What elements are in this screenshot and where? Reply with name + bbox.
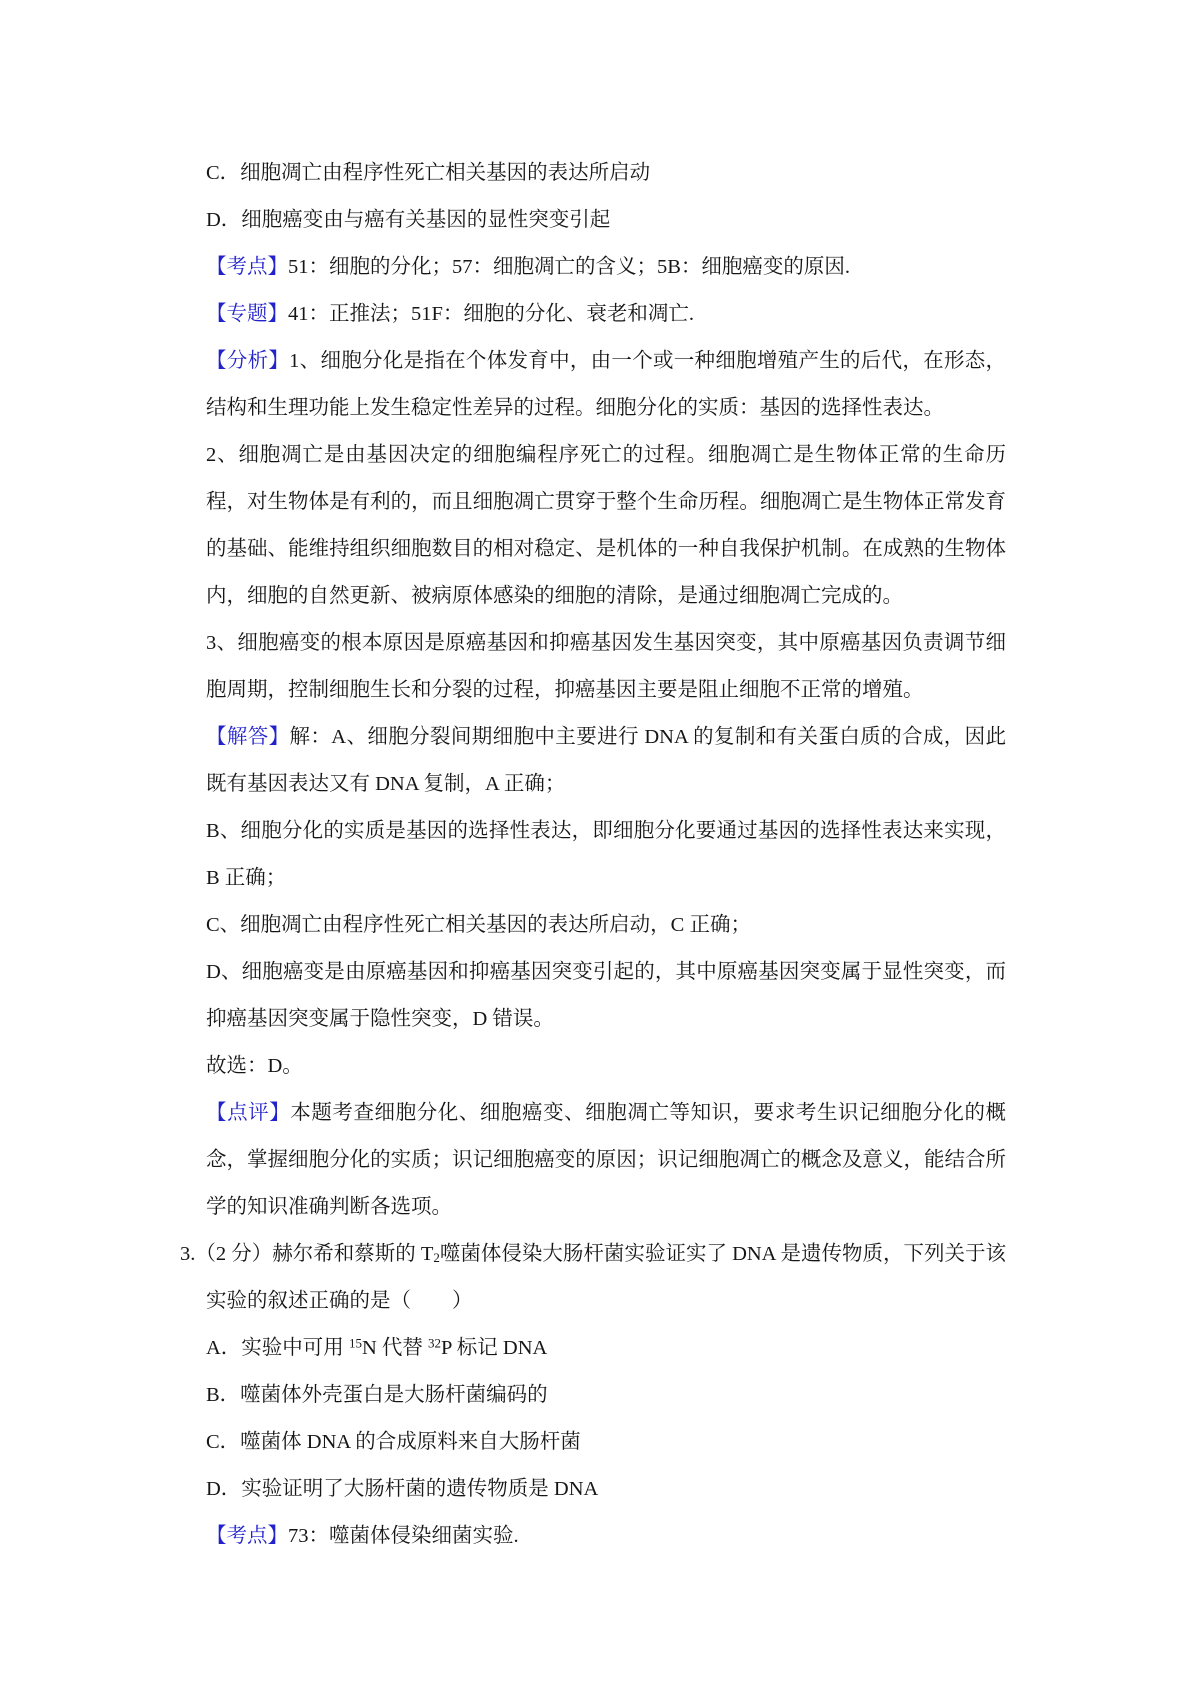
text-run: 1、细胞分化是指在个体发育中，由一个或一种细胞增殖产生的后代，在形态，结构和生理功能上发生稳定性差异的过程。细胞分化的实质：基因的选择性表达。 [206, 350, 1007, 419]
text-run: D．细胞癌变由与癌有关基因的显性突变引起 [206, 209, 611, 231]
text-run: 2、细胞凋亡是由基因决定的细胞编程序死亡的过程。细胞凋亡是生物体正常的生命历程，对生物体是有利的，而且细胞凋亡贯穿于整个生命历程。细胞凋亡是生物体正常发育的基础、能维持组织细胞数目的相对稳定、是机体的一种自我保护机制。在成熟的生物体内，细胞的自然更新、被病原体感染的细胞的清除，是通过细胞凋亡完成的。 [206, 444, 1006, 607]
text-run: P 标记 DNA [441, 1337, 548, 1359]
text-run: 解：A、细胞分裂间期细胞中主要进行 DNA 的复制和有关蛋白质的合成，因此既有基因表达又有 DNA 复制，A 正确； [206, 726, 1006, 795]
text-run: B、细胞分化的实质是基因的选择性表达，即细胞分化要通过基因的选择性表达来实现，B 正确； [206, 820, 1006, 889]
q2-zhuanti [206, 291, 1006, 338]
q2-option-c [206, 150, 1006, 197]
section-label-marker: 【解答】 [206, 726, 290, 748]
text-run: D、细胞癌变是由原癌基因和抑癌基因突变引起的，其中原癌基因突变属于显性突变，而抑癌基因突变属于隐性突变，D 错误。 [206, 961, 1006, 1030]
text-run: D．实验证明了大肠杆菌的遗传物质是 DNA [206, 1478, 599, 1500]
q2-jieda-b [206, 808, 1006, 902]
q3-kaodian [206, 1513, 1006, 1560]
q3-option-d [206, 1466, 1006, 1513]
text-run: B．噬菌体外壳蛋白是大肠杆菌编码的 [206, 1384, 548, 1406]
exam-answer-text [180, 150, 1007, 1560]
q2-jieda-d [206, 949, 1006, 1043]
q2-jieda [206, 714, 1006, 808]
text-run: A．实验中可用 [206, 1337, 349, 1359]
q2-fenxi-2 [206, 432, 1006, 620]
text-run: 3、细胞癌变的根本原因是原癌基因和抑癌基因发生基因突变，其中原癌基因负责调节细胞周期，控制细胞生长和分裂的过程，抑癌基因主要是阻止细胞不正常的增殖。 [206, 632, 1006, 701]
section-label-marker: 【点评】 [206, 1102, 291, 1124]
superscript-text: 32 [428, 1335, 441, 1351]
q2-jieda-c [206, 902, 1006, 949]
q3-option-c [206, 1419, 1006, 1466]
q2-fenxi-1 [206, 338, 1006, 432]
q3-option-b [206, 1372, 1006, 1419]
q2-option-d [206, 197, 1006, 244]
text-run: 73：噬菌体侵染细菌实验. [288, 1525, 519, 1547]
text-run: 41：正推法；51F：细胞的分化、衰老和凋亡. [288, 303, 695, 325]
text-run: 故选：D。 [206, 1055, 303, 1077]
text-run: N 代替 [361, 1337, 428, 1359]
section-label-marker: 【考点】 [206, 1525, 288, 1547]
q2-dianping [206, 1090, 1006, 1231]
section-label-marker: 【考点】 [206, 256, 288, 278]
text-run: 本题考查细胞分化、细胞癌变、细胞凋亡等知识，要求考生识记细胞分化的概念，掌握细胞分化的实质；识记细胞癌变的原因；识记细胞凋亡的概念及意义，能结合所学的知识准确判断各选项。 [206, 1102, 1007, 1218]
q3-option-a [206, 1325, 1006, 1372]
section-label-marker: 【专题】 [206, 303, 288, 325]
text-run: 3.（2 分）赫尔希和蔡斯的 T [180, 1243, 434, 1265]
text-run: 51：细胞的分化；57：细胞凋亡的含义；5B：细胞癌变的原因. [288, 256, 851, 278]
subscript-text: 2 [433, 1249, 440, 1265]
superscript-text: 15 [348, 1335, 362, 1351]
section-label-marker: 【分析】 [206, 350, 290, 372]
text-run: 噬菌体侵染大肠杆菌实验证实了 DNA 是遗传物质，下列关于该实验的叙述正确的是（ ） [206, 1243, 1006, 1312]
text-run: C、细胞凋亡由程序性死亡相关基因的表达所启动，C 正确； [206, 914, 751, 936]
q2-answer [206, 1043, 1006, 1090]
text-run: C．细胞凋亡由程序性死亡相关基因的表达所启动 [206, 162, 651, 184]
q2-fenxi-3 [206, 620, 1006, 714]
q2-kaodian [206, 244, 1006, 291]
q3-stem [180, 1231, 1006, 1325]
text-run: C．噬菌体 DNA 的合成原料来自大肠杆菌 [206, 1431, 581, 1453]
